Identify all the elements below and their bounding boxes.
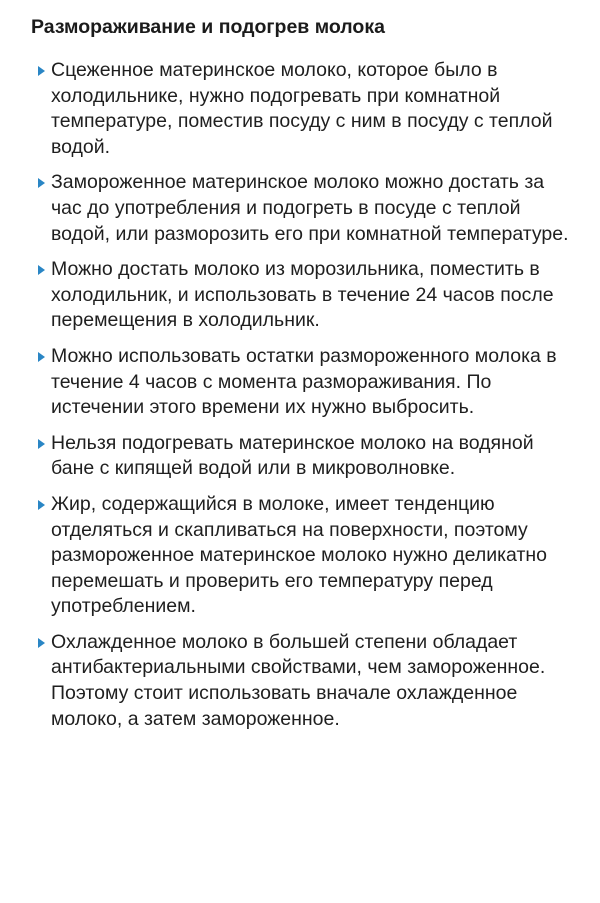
chevron-right-icon <box>38 638 45 648</box>
tips-list <box>0 58 600 732</box>
list-item-text: Замороженное материнское молоко можно достать за час до употребления и подогреть в посуде с теплой водой, или разморозить его при комнатной температуре. <box>51 171 569 245</box>
chevron-right-icon <box>38 265 45 275</box>
list-item-text: Можно использовать остатки размороженного молока в течение 4 часов с момента размораживания. По истечении этого времени их нужно выбросить. <box>51 344 557 419</box>
chevron-right-icon <box>38 66 45 76</box>
chevron-right-icon <box>38 352 45 362</box>
list-item <box>0 630 600 732</box>
list-item <box>0 492 600 620</box>
list-item-text: Охлажденное молоко в большей степени обладает антибактериальными свойствами, чем замороженное. Поэтому стоит использовать вначале охлажденное молоко, а затем замороженное. <box>51 630 546 730</box>
list-item-text: Сцеженное материнское молоко, которое было в холодильнике, нужно подогревать при комнатной температуре, поместив посуду с ним в посуду с теплой водой. <box>51 59 553 158</box>
list-item <box>0 431 600 482</box>
page-title: Размораживание и подогрев молока <box>31 16 385 38</box>
list-item <box>0 344 600 421</box>
list-item-text: Нельзя подогревать материнское молоко на водяной бане с кипящей водой или в микроволновке. <box>51 431 534 480</box>
list-item-text: Можно достать молоко из морозильника, поместить в холодильник, и использовать в течение 24 часов после перемещения в холодильник. <box>51 258 554 332</box>
list-item <box>0 170 600 247</box>
chevron-right-icon <box>38 500 45 510</box>
list-item-text: Жир, содержащийся в молоке, имеет тенденцию отделяться и скапливаться на поверхности, поэтому размороженное материнское молоко нужно деликатно перемешать и проверить его температуру перед употреблением. <box>51 492 548 618</box>
list-item <box>0 257 600 334</box>
chevron-right-icon <box>38 439 45 449</box>
list-item <box>0 58 600 160</box>
chevron-right-icon <box>38 178 45 188</box>
